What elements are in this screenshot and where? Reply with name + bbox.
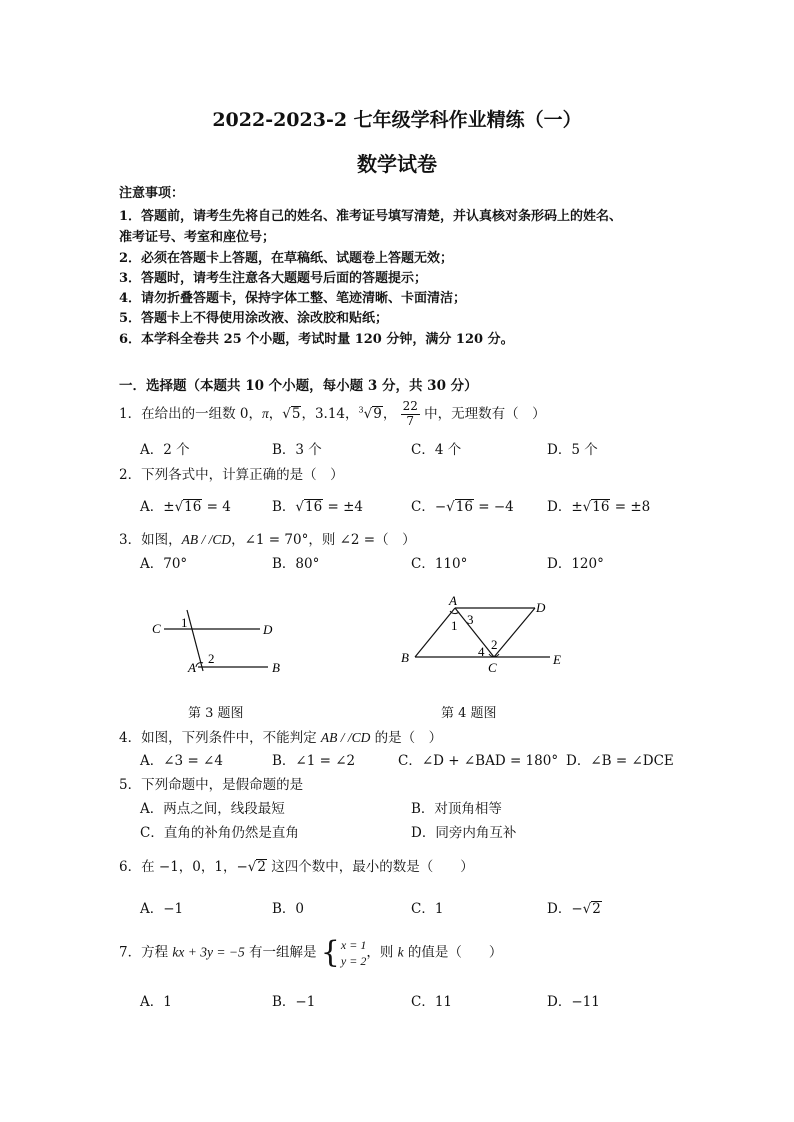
- question-4-stem: [119, 726, 442, 746]
- option-sign: −: [434, 499, 447, 515]
- q7-solution-system: [321, 937, 367, 969]
- q7-variable-k: k: [397, 944, 404, 960]
- q2-option-a[interactable]: A．±√16 = 4: [140, 499, 231, 515]
- q3-lead: 3．如图，: [119, 532, 182, 548]
- q1-cbrt-index: 3: [358, 405, 364, 415]
- notice-item: 1．答题前，请考生先将自己的姓名、准考证号填写清楚，并认真核对条形码上的姓名、: [119, 209, 623, 224]
- notice-item: 4．请勿折叠答题卡，保持字体工整、笔迹清晰、卡面清洁；: [119, 291, 467, 306]
- q3-option-a[interactable]: A．70°: [140, 556, 188, 572]
- q3-option-d[interactable]: D．120°: [547, 556, 604, 572]
- q7-option-b[interactable]: B．−1: [272, 994, 316, 1010]
- option-label: B．: [272, 499, 296, 515]
- system-row-x: x = 1: [340, 938, 367, 952]
- figure-3-diagram: [140, 600, 300, 680]
- q1-sep2: ，: [382, 405, 397, 422]
- question-6-stem: 6．在 −1，0，1，−√2 这四个数中，最小的数是（ ）: [119, 859, 474, 875]
- option-label: D．: [547, 901, 572, 917]
- q6-neg-sign: −: [236, 859, 248, 875]
- angle-2-label: 2: [491, 637, 498, 652]
- option-radicand: 16: [184, 499, 202, 515]
- q7-equation: kx + 3y = −5: [172, 944, 245, 960]
- q3-sep: ，: [231, 532, 245, 548]
- q1-tail: 中，无理数有（ ）: [419, 405, 546, 422]
- option-sign: −: [571, 901, 583, 917]
- point-b-label: B: [272, 660, 280, 675]
- section-heading: 一．选择题（本题共 10 个小题，每小题 3 分，共 30 分）: [119, 378, 478, 394]
- point-a-label: A: [188, 660, 196, 675]
- q4-option-b[interactable]: B．∠1 = ∠2: [272, 753, 356, 769]
- option-result: = 4: [202, 499, 231, 515]
- q4-parallel-expr: AB / /CD: [320, 730, 371, 745]
- q1-pi: π: [261, 405, 269, 421]
- q5-option-b[interactable]: B．对顶角相等: [411, 801, 502, 817]
- q7-mid: 有一组解是: [244, 944, 321, 961]
- notice-item: 3．答题时，请考生注意各大题题号后面的答题提示；: [119, 271, 428, 286]
- point-b-label: B: [401, 650, 409, 665]
- figure-4-diagram: [395, 594, 575, 676]
- notice-heading: 注意事项：: [119, 186, 185, 201]
- q2-option-c[interactable]: C．−√16 = −4: [411, 499, 514, 515]
- angle-2-label: 2: [208, 651, 215, 666]
- notice-item: 6．本学科全卷共 25 个小题，考试时量 120 分钟，满分 120 分。: [119, 332, 514, 347]
- q1-sqrt5: 5: [291, 405, 301, 422]
- option-radicand: 16: [592, 499, 610, 515]
- q6-option-d[interactable]: D．−√2: [547, 901, 601, 917]
- option-sign: ±: [571, 499, 583, 515]
- notice-item: 5．答题卡上不得使用涂改液、涂改胶和贴纸；: [119, 311, 389, 326]
- question-3-stem: [119, 528, 416, 548]
- point-d-label: D: [536, 600, 546, 615]
- segment-dc: [494, 608, 535, 657]
- q6-radicand: 2: [257, 859, 266, 875]
- question-1-stem: 1．在给出的一组数 0，π，√5，3.14，$^3$√9， $\frac{22}{7}$ 中，无理数有（ ）: [119, 399, 546, 428]
- q4-tail: 的是（ ）: [370, 730, 443, 746]
- option-label: D．: [547, 499, 572, 515]
- q1-option-a[interactable]: A．2 个: [140, 442, 190, 458]
- option-radicand: 16: [455, 499, 473, 515]
- q4-option-c[interactable]: C．∠D + ∠BAD = 180°: [398, 753, 559, 769]
- q6-lead: 6．在 −1，0，1，: [119, 859, 237, 875]
- exam-subtitle: 数学试卷: [357, 152, 437, 176]
- option-label: C．: [411, 499, 435, 515]
- q2-option-b[interactable]: B．√16 = ±4: [272, 499, 364, 515]
- option-radicand: 2: [592, 901, 601, 917]
- point-d-label: D: [263, 622, 273, 637]
- segment-ab: [415, 608, 455, 657]
- option-label: A．: [140, 499, 164, 515]
- q6-option-a[interactable]: A．−1: [140, 901, 184, 917]
- q7-option-d[interactable]: D．−11: [547, 994, 600, 1010]
- q4-option-d[interactable]: D．∠B = ∠DCE: [566, 753, 674, 769]
- q1-lead: 1．在给出的一组数 0，: [119, 405, 262, 422]
- q7-option-a[interactable]: A．1: [140, 994, 172, 1010]
- angle-1-label: 1: [181, 615, 188, 630]
- q3-tail: ，则 ∠2 =（ ）: [308, 532, 416, 548]
- q5-option-c[interactable]: C．直角的补角仍然是直角: [140, 825, 299, 841]
- angle-4-label: 4: [478, 644, 485, 659]
- q1-number-list: ，3.14，: [301, 405, 359, 422]
- point-a-label: A: [449, 594, 457, 608]
- q4-lead: 4．如图，下列条件中，不能判定: [119, 730, 321, 746]
- option-result: = ±4: [323, 499, 364, 515]
- q1-sep: ，: [268, 405, 283, 422]
- option-sign: ±: [163, 499, 175, 515]
- point-e-label: E: [553, 652, 561, 667]
- fraction-denominator: 7: [406, 413, 415, 428]
- point-c-label: C: [152, 621, 161, 636]
- q7-lead: 7．方程: [119, 944, 173, 961]
- figure-3-caption: 第 3 题图: [188, 706, 244, 721]
- option-result: = −4: [473, 499, 514, 515]
- q2-option-d[interactable]: D．±√16 = ±8: [547, 499, 651, 515]
- q4-option-a[interactable]: A．∠3 = ∠4: [140, 753, 223, 769]
- exam-title: 2022-2023-2 七年级学科作业精练（一）: [212, 109, 582, 131]
- segment-ac: [455, 608, 494, 657]
- fraction-numerator: 22: [402, 399, 418, 413]
- q3-option-b[interactable]: B．80°: [272, 556, 320, 572]
- q6-option-c[interactable]: C．1: [411, 901, 444, 917]
- figure-4-caption: 第 4 题图: [441, 706, 497, 721]
- question-2-stem: 2．下列各式中，计算正确的是（ ）: [119, 467, 344, 483]
- brace-icon: {: [320, 935, 340, 971]
- question-5-stem: 5．下列命题中，是假命题的是: [119, 777, 304, 793]
- notice-item: 2．必须在答题卡上答题，在草稿纸、试题卷上答题无效；: [119, 251, 454, 266]
- q1-cbrt9: 9: [373, 405, 382, 422]
- q3-angle: ∠1 = 70°: [244, 532, 309, 548]
- q7-tail2: 的值是（ ）: [403, 944, 503, 961]
- q6-tail: 这四个数中，最小的数是（ ）: [266, 859, 474, 875]
- system-row-y: y = 2: [340, 954, 367, 969]
- option-radicand: 16: [305, 499, 323, 515]
- q3-parallel-expr: AB / /CD: [181, 532, 232, 547]
- q7-option-c[interactable]: C．11: [411, 994, 453, 1010]
- q7-tail1: ，则: [366, 944, 398, 961]
- q3-option-c[interactable]: C．110°: [411, 556, 468, 572]
- q5-option-a[interactable]: A．两点之间，线段最短: [140, 801, 285, 817]
- q6-option-b[interactable]: B．0: [272, 901, 305, 917]
- q1-option-d[interactable]: D．5 个: [547, 442, 598, 458]
- option-result: = ±8: [610, 499, 651, 515]
- angle-1-label: 1: [451, 618, 458, 633]
- q5-option-d[interactable]: D．同旁内角互补: [411, 825, 517, 841]
- q1-fraction: [401, 400, 420, 429]
- question-7-stem: [119, 937, 502, 969]
- q1-option-b[interactable]: B．3 个: [272, 442, 322, 458]
- angle-4-arc: [489, 654, 499, 657]
- q1-option-c[interactable]: C．4 个: [411, 442, 462, 458]
- angle-3-label: 3: [467, 612, 474, 627]
- notice-item: 准考证号、考室和座位号；: [119, 230, 276, 245]
- point-c-label: C: [488, 660, 497, 675]
